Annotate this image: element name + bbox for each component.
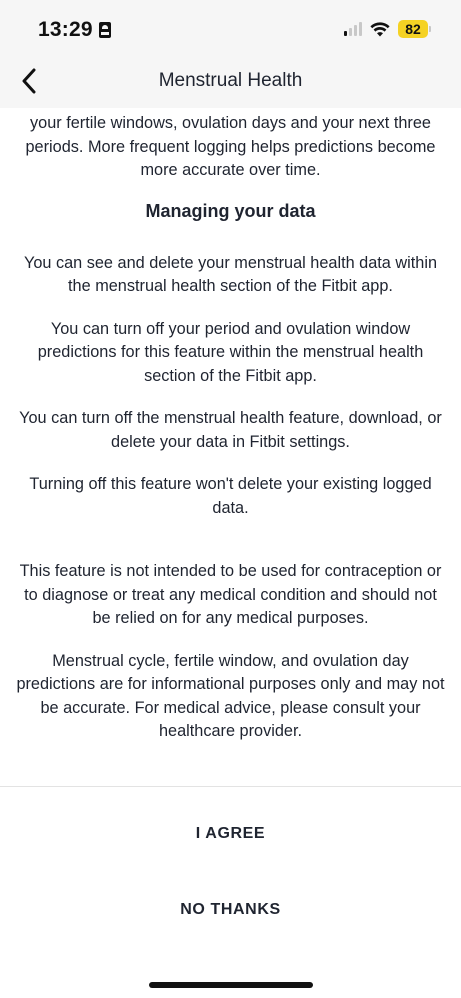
battery-level: 82: [398, 20, 428, 38]
paragraph-predictions-disclaimer: Menstrual cycle, fertile window, and ovulation day predictions are for informational purposes only and may not be accurate. For medical advice, please consult your healthcare provider.: [16, 651, 445, 740]
id-badge-icon: [99, 22, 111, 38]
paragraph-turn-off-predictions: You can turn off your period and ovulation window predictions for this feature within the menstrual health section of the Fitbit app.: [37, 319, 424, 385]
paragraph-logged-data: Turning off this feature won't delete your existing logged data.: [29, 475, 432, 517]
paragraph-turn-off-feature: You can turn off the menstrual health feature, download, or delete your data in Fitbit settings.: [19, 409, 442, 451]
section-heading: Managing your data: [145, 200, 316, 221]
consent-content[interactable]: [0, 96, 461, 786]
page-title: Menstrual Health: [158, 70, 303, 91]
status-time-group: [38, 18, 111, 42]
navigation-bar: [0, 56, 461, 108]
agree-button[interactable]: I AGREE: [0, 814, 461, 854]
no-thanks-button[interactable]: NO THANKS: [0, 890, 461, 930]
status-indicators: [344, 20, 431, 38]
wifi-icon: [370, 21, 390, 37]
status-time: 13:29: [38, 18, 93, 41]
cellular-signal-icon: [344, 22, 362, 36]
paragraph-not-contraception: This feature is not intended to be used for contraception or to diagnose or treat any medical condition and should not be relied on for any medical purposes.: [19, 562, 442, 627]
status-bar: [0, 0, 461, 56]
home-indicator[interactable]: [149, 982, 313, 988]
battery-icon: [398, 20, 431, 38]
intro-text: your fertile windows, ovulation days and your next three periods. More frequent logging helps predictions become more accurate over time.: [25, 114, 436, 179]
divider: [0, 786, 461, 787]
paragraph-see-delete: You can see and delete your menstrual health data within the menstrual health section of the Fitbit app.: [23, 253, 438, 295]
